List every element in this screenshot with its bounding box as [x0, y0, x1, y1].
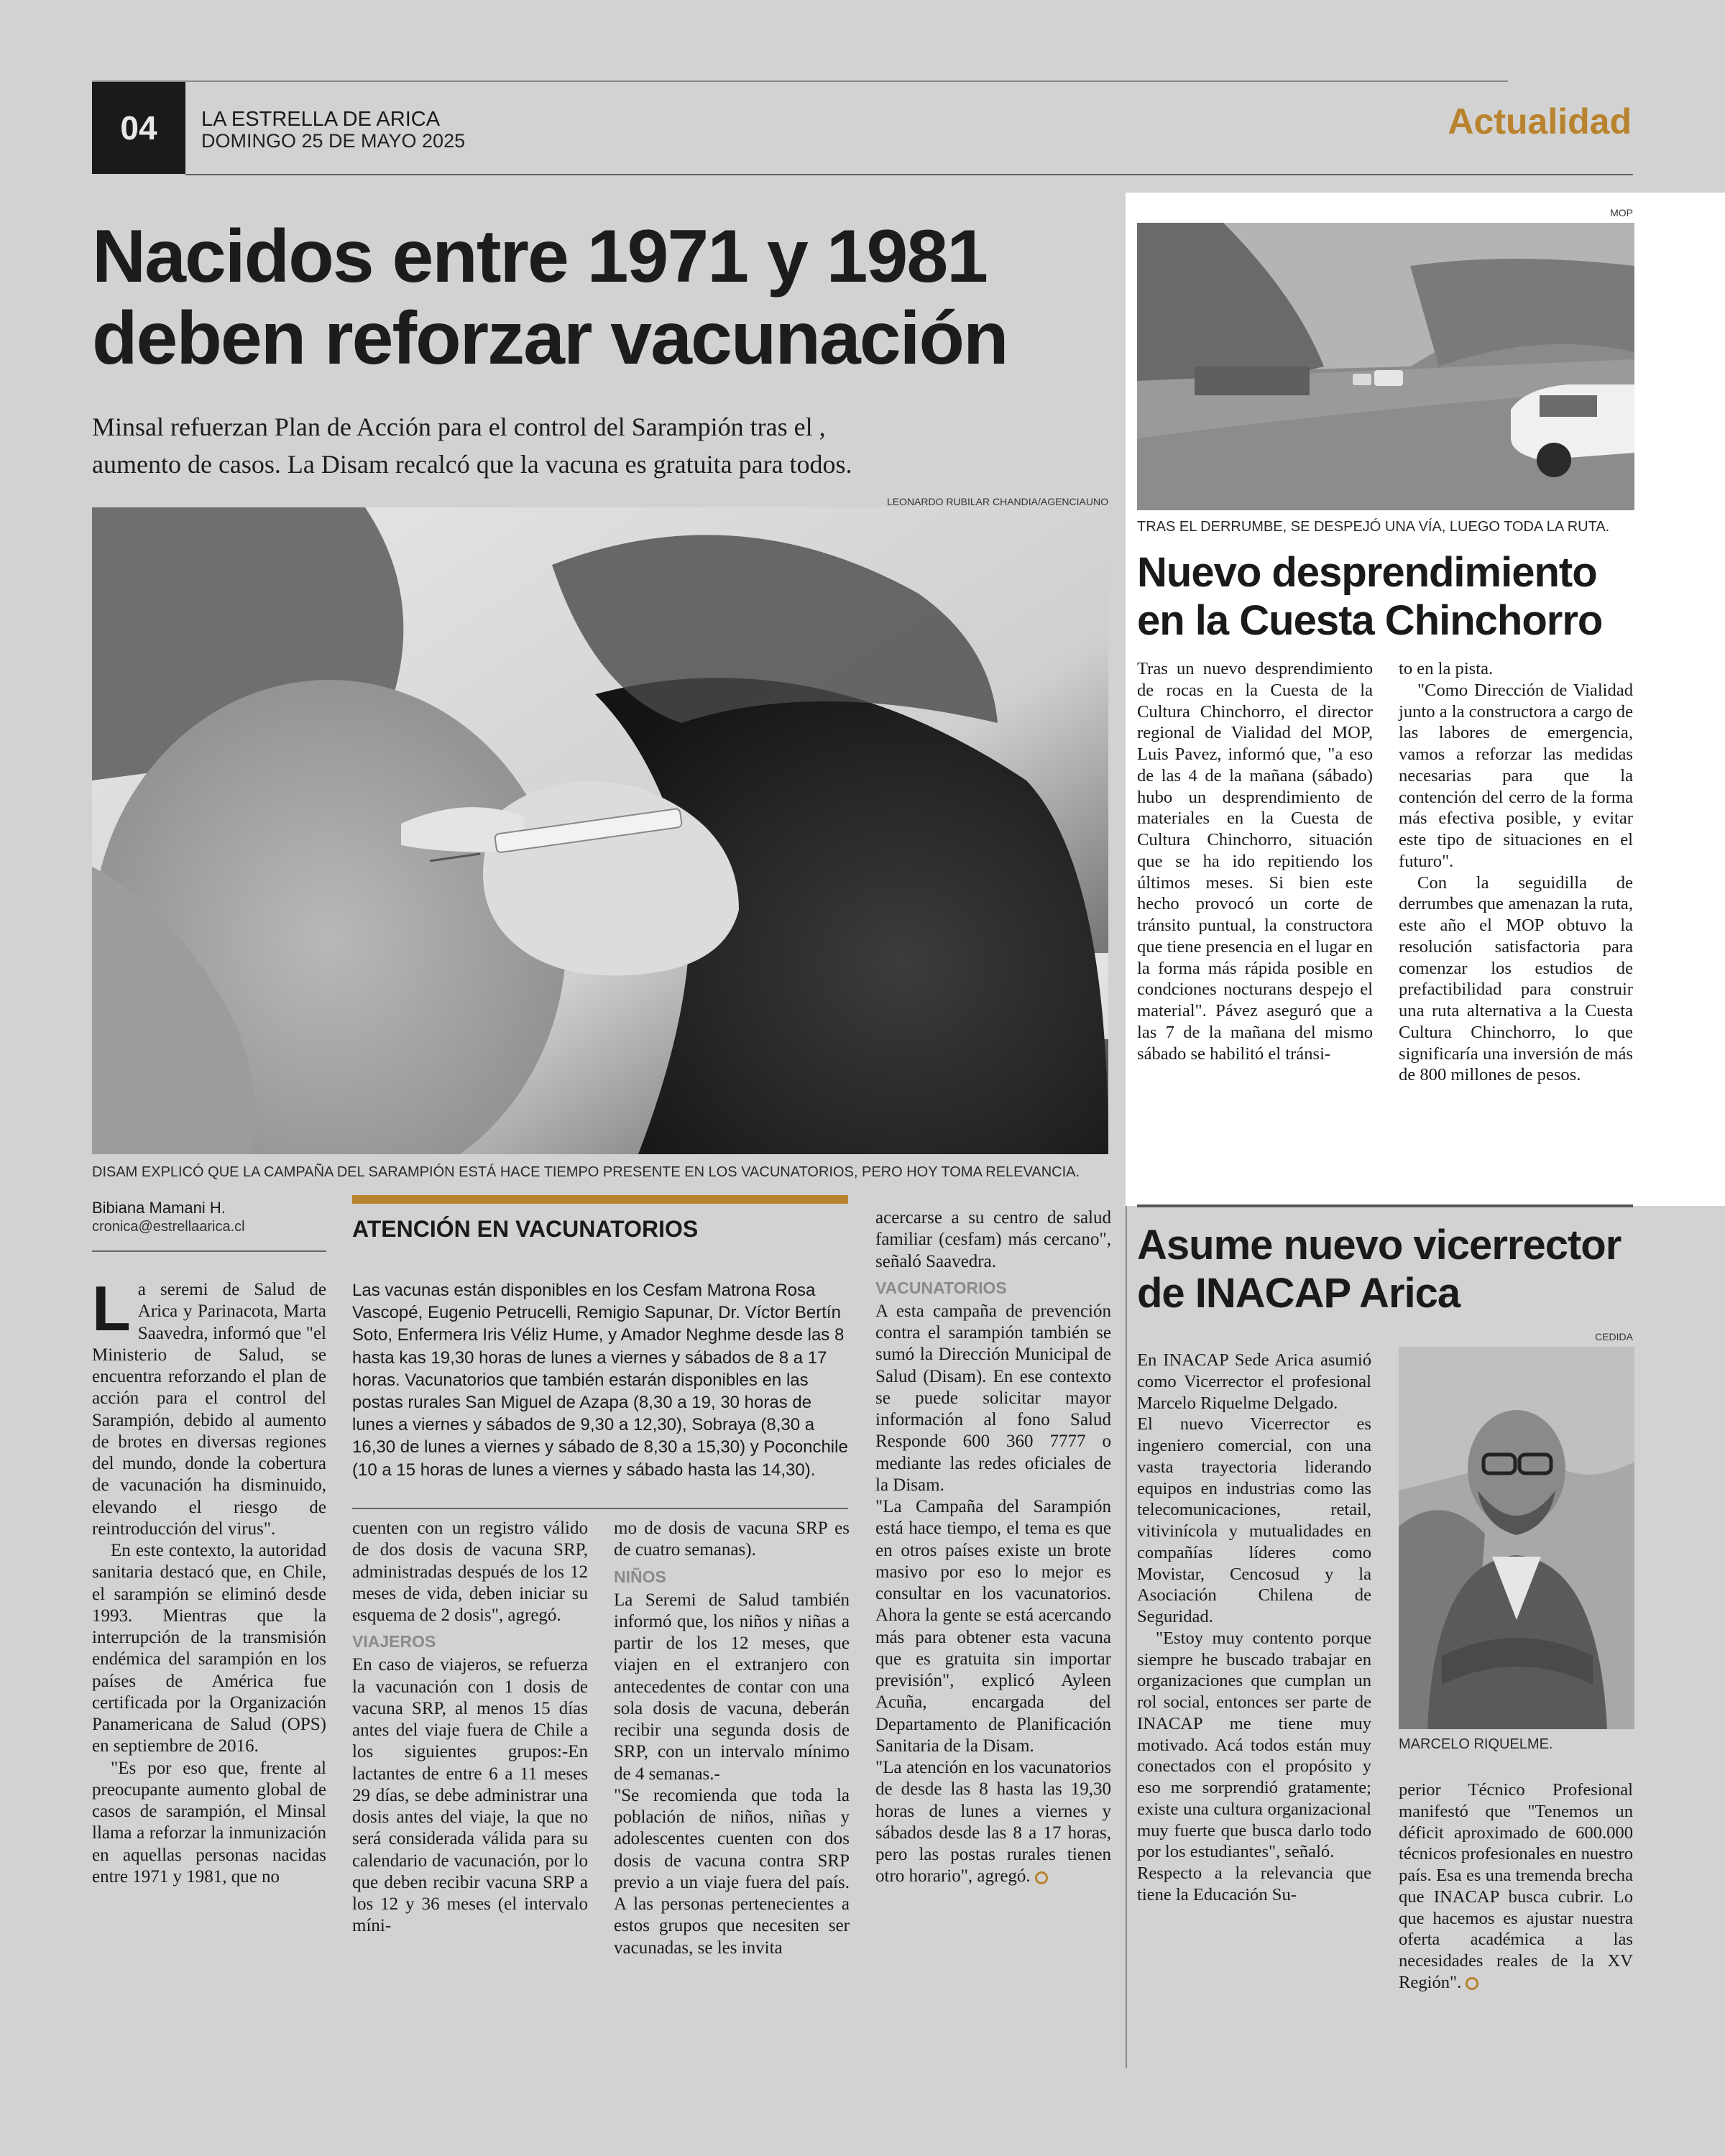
column-separator — [1126, 1206, 1127, 2068]
inacap-article-paragraph: Respecto a la relevancia que tiene la Educación Su- — [1137, 1864, 1371, 1904]
road-article-paragraph: Con la seguidilla de derrumbes que amenazan la ruta, este año el MOP obtuvo la resolución satisfactoria para comenzar los estudios de prefactibilidad para construir una ruta alternativa a la Cuesta Cultura Chinchorro, lo que significaría una inversión de más de 800 millones de pesos. — [1399, 872, 1633, 1085]
main-article-paragraph: "Es por eso que, frente al preocupante aumento global de casos de sarampión, el Minsal llama a reforzar la inmunización en aquellas personas nacidas entre 1971 y 1981, que no — [92, 1758, 326, 1886]
main-article-paragraph: acercarse a su centro de salud familiar (cesfam) más cercano", señaló Saavedra. — [875, 1208, 1111, 1271]
main-article-column-2 — [352, 1518, 588, 1938]
section-label: Actualidad — [1448, 101, 1632, 142]
main-article-paragraph: En caso de viajeros, se refuerza la vacunación con 1 dosis de vacuna SRP, al menos 15 días antes del viaje fuera de Chile a los siguientes grupos:-En lactantes de entre 6 a 11 meses 29 días, se debe administrar una dosis antes del viaje, la que no será considerada válida para su calendario de vacunación, por lo que deben recibir vacuna SRP a los 12 y 36 meses (el intervalo míni- — [352, 1655, 588, 1936]
main-article-column-4 — [875, 1207, 1111, 1888]
header-rule — [185, 174, 1633, 175]
road-article-paragraph: to en la pista. — [1399, 659, 1494, 678]
inacap-headline — [1137, 1222, 1640, 1317]
publication-date: DOMINGO 25 DE MAYO 2025 — [201, 130, 466, 152]
top-rule — [92, 80, 1508, 82]
road-headline-line1: Nuevo desprendimiento — [1137, 549, 1597, 596]
main-article-column-3 — [614, 1518, 850, 1959]
main-article-paragraph: "La atención en los vacunatorios de desde las 8 hasta las 19,30 horas de lunes a viernes y sábados desde las 8 a 17 horas, pero las postas rurales tienen otro horario", agregó. — [875, 1758, 1111, 1886]
road-article-column-1 — [1137, 658, 1373, 1064]
road-headline-line2: en la Cuesta Chinchorro — [1137, 596, 1603, 644]
main-article-paragraph: "Se recomienda que toda la población de niños, niñas y adolescentes cuenten con dos dosis de vacuna contra SRP previo a un viaje fuera del país. A las personas pertenecientes a estos grupos que necesiten ser vacunadas, se les invita — [614, 1785, 850, 1958]
main-deck — [92, 408, 1113, 483]
publication-name: LA ESTRELLA DE ARICA — [201, 108, 441, 131]
end-mark-icon — [1035, 1871, 1048, 1884]
main-headline-line1: Nacidos entre 1971 y 1981 — [92, 215, 988, 298]
main-deck-line2: aumento de casos. La Disam recalcó que la vacuna es gratuita para todos. — [92, 450, 852, 479]
sidebar-rule — [352, 1508, 848, 1509]
subhead-vacunatorios: VACUNATORIOS — [875, 1278, 1007, 1297]
inacap-article-column-1 — [1137, 1350, 1371, 1906]
person-photo-credit: CEDIDA — [1595, 1331, 1633, 1342]
end-mark-icon — [1466, 1977, 1478, 1990]
vaccination-illustration — [92, 507, 1108, 1154]
dropcap: L — [92, 1273, 131, 1344]
byline-name: Bibiana Mamani H. — [92, 1199, 226, 1217]
inacap-article-paragraph: El nuevo Vicerrector es ingeniero comercial, con una vasta trayectoria liderando equipos en industrias como las telecomunicaciones, retail, vitivinícola y mutualidades en compañías líderes como Movistar, Cencosud y la Asociación Chilena de Seguridad. — [1137, 1414, 1371, 1626]
road-headline — [1137, 549, 1634, 645]
road-article-paragraph: "Como Dirección de Vialidad junto a la constructora a cargo de las labores de emergencia, vamos a reforzar las medidas necesarias para que la contención del cerro de la forma más efectiva posible, y evitar este tipo de situaciones en el futuro". — [1399, 680, 1633, 871]
road-article-paragraph: Tras un nuevo desprendimiento de rocas en la Cuesta de la Cultura Chinchorro, el director regional de Vialidad del MOP, Luis Pavez, informó que, "a eso de las 4 de la mañana (sábado) hubo un desprendimiento de materiales en la Cuesta de Cultura Chinchorro, situación que se ha ido repitiendo los últimos meses. Si bien este hecho provocó un corte de tránsito puntual, la constructora que tiene presencia en el lugar en la forma más rápida posible en condciones nocturans despejo el material". Pávez aseguró que a las 7 de la mañana del mismo sábado se habilitó el tránsi- — [1137, 659, 1373, 1064]
main-headline-line2: deben reforzar vacunación — [92, 297, 1008, 381]
road-photo — [1137, 223, 1634, 510]
main-article-paragraph: "La Campaña del Sarampión está hace tiempo, el tema es que en otros países existe un brote masivo por eso lo mejor es consultar en los vacunatorios. Ahora la gente se está acercando más para obtener esta vacuna que es gratuita sin importar previsión", explicó Ayleen Acuña, encargada del Departamento de Planificación Sanitaria de la Disam. — [875, 1497, 1111, 1756]
inacap-headline-line2: de INACAP Arica — [1137, 1269, 1460, 1317]
person-photo-caption: MARCELO RIQUELME. — [1399, 1736, 1553, 1752]
subhead-viajeros: VIAJEROS — [352, 1632, 436, 1651]
main-article-paragraph: cuenten con un registro válido de dos dosis de vacuna SRP, administradas después de los 12 meses de vida, deben iniciar su esquema de 2 dosis", agregó. — [352, 1519, 588, 1625]
main-article-paragraph: mo de dosis de vacuna SRP es de cuatro semanas). — [614, 1519, 850, 1560]
main-photo-caption: DISAM EXPLICÓ QUE LA CAMPAÑA DEL SARAMPIÓN ESTÁ HACE TIEMPO PRESENTE EN LOS VACUNATORIOS, PERO HOY TOMA RELEVANCIA. — [92, 1164, 1080, 1180]
sidebar-body: Las vacunas están disponibles en los Cesfam Matrona Rosa Vascopé, Eugenio Petrucelli, Remigio Sapunar, Dr. Víctor Bertín Soto, Enfermera Iris Véliz Hume, y Amador Neghme desde las 8 hasta kas 19,30 horas de lunes a viernes y sábados de 8 a 17 horas. Vacunatorios que también estarán disponibles en las postas rurales San Miguel de Azapa (8,30 a 19, 30 horas de lunes a viernes y sábados de 9,30 a 12,30), Sobraya (8,30 a 16,30 de lunes a viernes y sábado de 8,30 a 15,30) y Poconchile (10 a 15 horas de lunes a viernes y sábado hasta las 14,30). — [352, 1281, 848, 1480]
person-photo — [1399, 1347, 1634, 1729]
main-headline — [92, 216, 1113, 380]
main-article-column-1 — [92, 1273, 326, 1888]
inacap-article-paragraph: En INACAP Sede Arica asumió como Vicerrector el profesional Marcelo Riquelme Delgado. — [1137, 1350, 1371, 1413]
road-article-column-2 — [1399, 658, 1633, 1086]
main-deck-line1: Minsal refuerzan Plan de Acción para el control del Sarampión tras el , — [92, 413, 826, 441]
main-article-paragraph: La Seremi de Salud también informó que, los niños y niñas a partir de los 12 meses, que viajen en el extranjero con antecedentes de contar con una sola dosis de vacuna, deberán recibir una segunda dosis de SRP, con un intervalo mínimo de 4 semanas.- — [614, 1590, 850, 1784]
inacap-article-paragraph: "Estoy muy contento porque siempre he buscado trabajar en organizaciones que cumplan un rol social, entonces ser parte de INACAP me tiene muy motivado. Acá todos están muy conectados con el propósito y eso me sorprendió gratamente; existe una cultura organizacional muy fuerte que busca darlo todo por los estudiantes", señaló. — [1137, 1628, 1371, 1862]
road-photo-caption: TRAS EL DERRUMBE, SE DESPEJÓ UNA VÍA, LUEGO TODA LA RUTA. — [1137, 519, 1610, 535]
byline-rule — [92, 1250, 326, 1252]
road-photo-credit: MOP — [1610, 207, 1633, 218]
road-article-rule — [1137, 1204, 1633, 1207]
main-article-paragraph: A esta campaña de prevención contra el sarampión también se sumó la Dirección Municipal de Salud (Disam). En ese contexto se puede solicitar mayor información al fono Salud Responde 600 360 7777 o mediante las redes oficiales de la Disam. — [875, 1301, 1111, 1495]
main-photo-credit: LEONARDO RUBILAR CHANDIA/AGENCIAUNO — [886, 496, 1108, 507]
sidebar-title: ATENCIÓN EN VACUNATORIOS — [352, 1216, 699, 1242]
sidebar-accent-bar — [352, 1195, 848, 1204]
vaccination-photo — [92, 507, 1108, 1154]
page-number: 04 — [92, 82, 185, 174]
road-landslide-illustration — [1137, 223, 1634, 510]
inacap-article-column-2 — [1399, 1779, 1633, 1994]
byline-email: cronica@estrellaarica.cl — [92, 1219, 245, 1235]
person-portrait-illustration — [1399, 1347, 1634, 1729]
inacap-article-paragraph: perior Técnico Profesional manifestó que "Tenemos un déficit aproximado de 600.000 técnicos profesionales en nuestro país. Esa es una tremenda brecha que INACAP busca cubrir. Lo que hacemos es ajustar nuestra oferta académica a las necesidades reales de la XV Región". — [1399, 1780, 1633, 1992]
inacap-headline-line1: Asume nuevo vicerrector — [1137, 1222, 1622, 1268]
main-article-paragraph: La seremi de Salud de Arica y Parinacota, Marta Saavedra, informó que "el Ministerio de Salud, se encuentra reforzando el plan de acción para el control del Sarampión, debido al aumento de brotes en diversas regiones del mundo, donde la cobertura de vacunación ha disminuido, elevando el riesgo de reintroducción del virus". — [92, 1273, 326, 1539]
subhead-ninos: NIÑOS — [614, 1567, 666, 1586]
main-article-paragraph: En este contexto, la autoridad sanitaria destacó que, en Chile, el sarampión se eliminó desde 1993. Mientras que la interrupción de la transmisión endémica del sarampión en los países de América fue certificada por la Organización Panamericana de Salud (OPS) en septiembre de 2016. — [92, 1541, 326, 1756]
